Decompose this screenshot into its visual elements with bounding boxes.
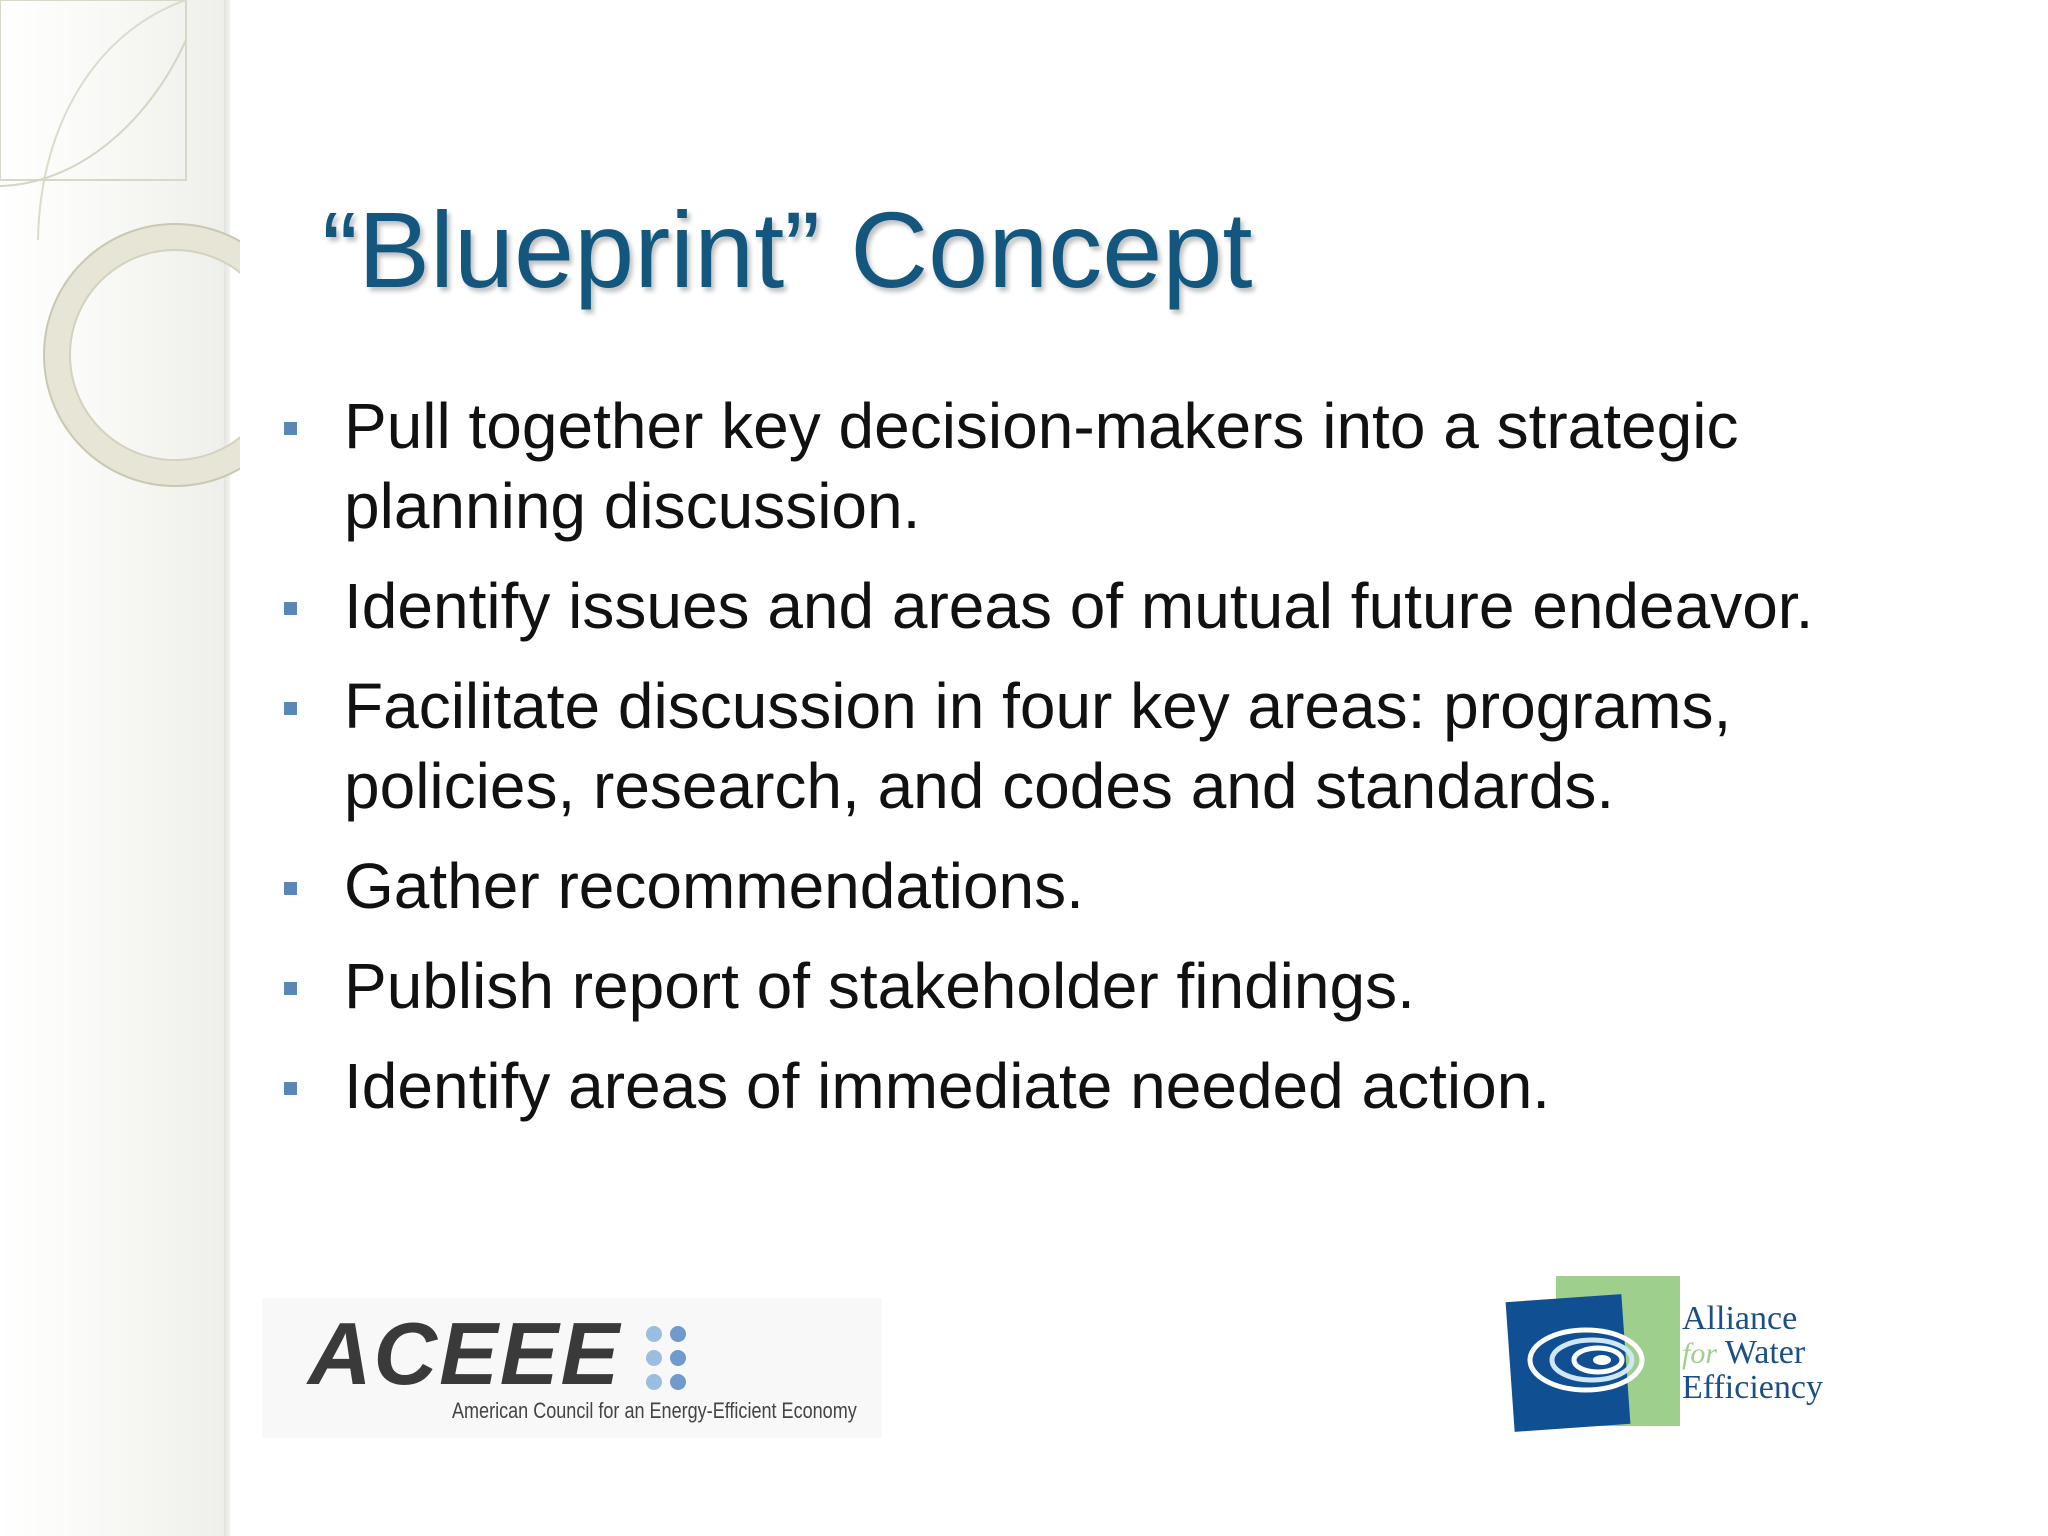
bullet-item: [280, 946, 1900, 1026]
awe-line-efficiency: Efficiency: [1682, 1369, 1823, 1406]
bullet-square-icon: [284, 1082, 297, 1095]
bullet-text: Gather recommendations.: [344, 850, 1084, 922]
bullet-item: [280, 666, 1900, 826]
aceee-wordmark: ACEEE: [308, 1304, 622, 1403]
bullet-square-icon: [284, 422, 297, 435]
decorative-circles-icon: [0, 0, 240, 520]
bullet-square-icon: [284, 982, 297, 995]
bullet-text: Identify areas of immediate needed action.: [344, 1050, 1551, 1122]
bullet-text: Facilitate discussion in four key areas: programs, policies, research, and codes and standards.: [344, 670, 1732, 822]
aceee-dots-icon: [642, 1322, 722, 1402]
bullet-text: Pull together key decision-makers into a strategic planning discussion.: [344, 390, 1739, 542]
bullet-list: [280, 386, 1900, 1146]
awe-line-alliance: Alliance: [1682, 1300, 1798, 1337]
water-swirl-icon: [1516, 1320, 1666, 1400]
bullet-square-icon: [284, 702, 297, 715]
alliance-water-efficiency-logo: [1496, 1268, 1840, 1438]
aceee-logo: [262, 1298, 882, 1438]
slide-title: “Blueprint” Concept: [322, 189, 1253, 310]
awe-water-text: Water: [1724, 1334, 1806, 1371]
bullet-text: Identify issues and areas of mutual future endeavor.: [344, 570, 1814, 642]
bullet-square-icon: [284, 882, 297, 895]
bullet-item: [280, 1046, 1900, 1126]
aceee-tagline: American Council for an Energy-Efficient Economy: [452, 1398, 857, 1423]
awe-wordmark: [1682, 1302, 1823, 1405]
bullet-item: [280, 846, 1900, 926]
awe-line-water: [1682, 1336, 1823, 1371]
bullet-item: [280, 566, 1900, 646]
awe-for-text: for: [1682, 1337, 1718, 1370]
bullet-item: [280, 386, 1900, 546]
bullet-text: Publish report of stakeholder findings.: [344, 950, 1415, 1022]
bullet-square-icon: [284, 602, 297, 615]
